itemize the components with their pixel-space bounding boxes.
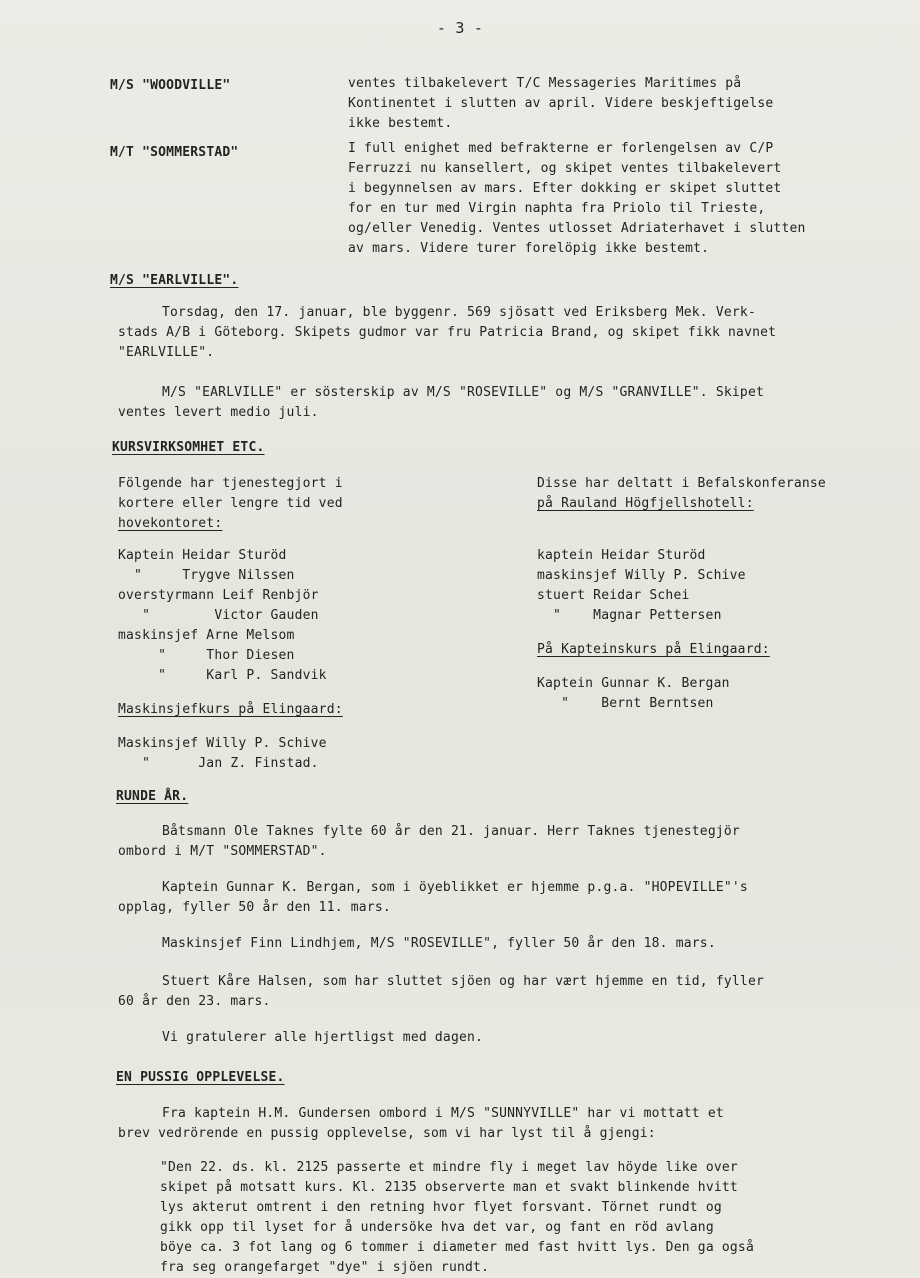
list-item: overstyrmann Leif Renbjör (118, 588, 319, 603)
text-line: ombord i M/T "SOMMERSTAD". (118, 844, 327, 859)
text-line: kortere eller lengre tid ved (118, 496, 343, 511)
list-item: maskinsjef Arne Melsom (118, 628, 295, 643)
subheading-maskinsjefkurs: Maskinsjefkurs på Elingaard: (118, 702, 343, 717)
text-line: lys akterut omtrent i den retning hvor flyet forsvant. Törnet rundt og (160, 1200, 722, 1215)
text-line: skipet på motsatt kurs. Kl. 2135 observerte man et svakt blinkende hvitt (160, 1180, 738, 1195)
list-item: maskinsjef Willy P. Schive (537, 568, 746, 583)
section-heading-earlville: M/S "EARLVILLE". (110, 273, 239, 288)
text-line: Vi gratulerer alle hjertligst med dagen. (162, 1030, 484, 1045)
text-line: for en tur med Virgin naphta fra Priolo til Trieste, (348, 201, 766, 216)
runde-para-5 (118, 1028, 888, 1048)
text-line: Torsdag, den 17. januar, ble byggenr. 569 sjösatt ved Eriksberg Mek. Verk- (162, 305, 756, 320)
earlville-para-1 (118, 303, 888, 363)
text-line: Kaptein Gunnar K. Bergan, som i öyeblikket er hjemme p.g.a. "HOPEVILLE"'s (162, 880, 748, 895)
runde-para-3 (118, 934, 888, 954)
subheading-hovedkontoret: hovekontoret: (118, 516, 223, 531)
text-line: 60 år den 23. mars. (118, 994, 271, 1009)
list-item: Maskinsjef Willy P. Schive (118, 736, 327, 751)
list-item: Kaptein Heidar Sturöd (118, 548, 287, 563)
text-line: ikke bestemt. (348, 116, 453, 131)
list-item: " Karl P. Sandvik (118, 668, 327, 683)
text-line: Maskinsjef Finn Lindhjem, M/S "ROSEVILLE", fyller 50 år den 18. mars. (162, 936, 716, 951)
ship-name-woodville: M/S "WOODVILLE" (110, 78, 231, 93)
list-item: " Bernt Berntsen (537, 696, 714, 711)
text-line: "Den 22. ds. kl. 2125 passerte et mindre fly i meget lav höyde like over (160, 1160, 738, 1175)
kurs-right-column (537, 474, 897, 714)
kurs-left-column (118, 474, 478, 774)
runde-para-2 (118, 878, 888, 918)
ship-name-sommerstad: M/T "SOMMERSTAD" (110, 145, 239, 160)
text-line: gikk opp til lyset for å undersöke hva det var, og fant en röd avlang (160, 1220, 714, 1235)
subheading-kapteinskurs: På Kapteinskurs på Elingaard: (537, 642, 770, 657)
text-line: og/eller Venedig. Ventes utlosset Adriaterhavet i slutten (348, 221, 806, 236)
list-item: " Magnar Pettersen (537, 608, 722, 623)
text-line: av mars. Videre turer forelöpig ikke bestemt. (348, 241, 710, 256)
text-line: Kontinentet i slutten av april. Videre beskjeftigelse (348, 96, 774, 111)
section-heading-pussig: EN PUSSIG OPPLEVELSE. (116, 1070, 285, 1085)
text-line: I full enighet med befrakterne er forlengelsen av C/P (348, 141, 774, 156)
text-line: M/S "EARLVILLE" er sösterskip av M/S "ROSEVILLE" og M/S "GRANVILLE". Skipet (162, 385, 764, 400)
pussig-intro (118, 1104, 888, 1144)
text-line: fra seg orangefarget "dye" i sjöen rundt. (160, 1260, 490, 1275)
text-line: ventes tilbakelevert T/C Messageries Maritimes på (348, 76, 742, 91)
text-line: ventes levert medio juli. (118, 405, 319, 420)
list-item: " Thor Diesen (118, 648, 295, 663)
list-item: " Victor Gauden (118, 608, 319, 623)
list-item: " Trygve Nilssen (118, 568, 295, 583)
list-item: " Jan Z. Finstad. (118, 756, 319, 771)
runde-para-1 (118, 822, 888, 862)
text-line: "EARLVILLE". (118, 345, 215, 360)
ship-text-woodville (348, 74, 888, 134)
ship-text-sommerstad (348, 139, 898, 259)
text-line: Båtsmann Ole Taknes fylte 60 år den 21. januar. Herr Taknes tjenestegjör (162, 824, 740, 839)
section-heading-runde-ar: RUNDE ÅR. (116, 789, 189, 804)
text-line: i begynnelsen av mars. Efter dokking er skipet sluttet (348, 181, 782, 196)
pussig-quote (160, 1158, 895, 1278)
text-line: opplag, fyller 50 år den 11. mars. (118, 900, 391, 915)
list-item: Kaptein Gunnar K. Bergan (537, 676, 730, 691)
text-line: stads A/B i Göteborg. Skipets gudmor var fru Patricia Brand, og skipet fikk navnet (118, 325, 777, 340)
text-line: brev vedrörende en pussig opplevelse, som vi har lyst til å gjengi: (118, 1126, 656, 1141)
text-line: Fra kaptein H.M. Gundersen ombord i M/S "SUNNYVILLE" har vi mottatt et (162, 1106, 724, 1121)
runde-para-4 (118, 972, 888, 1012)
text-line: Disse har deltatt i Befalskonferanse (537, 476, 826, 491)
section-heading-kurs: KURSVIRKSOMHET ETC. (112, 440, 265, 455)
earlville-para-2 (118, 383, 888, 423)
list-item: stuert Reidar Schei (537, 588, 690, 603)
text-line: Fölgende har tjenestegjort i (118, 476, 343, 491)
subheading-rauland: på Rauland Högfjellshotell: (537, 496, 754, 511)
text-line: böye ca. 3 fot lang og 6 tommer i diameter med fast hvitt lys. Den ga også (160, 1240, 754, 1255)
text-line: Stuert Kåre Halsen, som har sluttet sjöen og har vært hjemme en tid, fyller (162, 974, 764, 989)
page-number: - 3 - (436, 19, 484, 37)
text-line: Ferruzzi nu kansellert, og skipet ventes tilbakelevert (348, 161, 782, 176)
list-item: kaptein Heidar Sturöd (537, 548, 706, 563)
